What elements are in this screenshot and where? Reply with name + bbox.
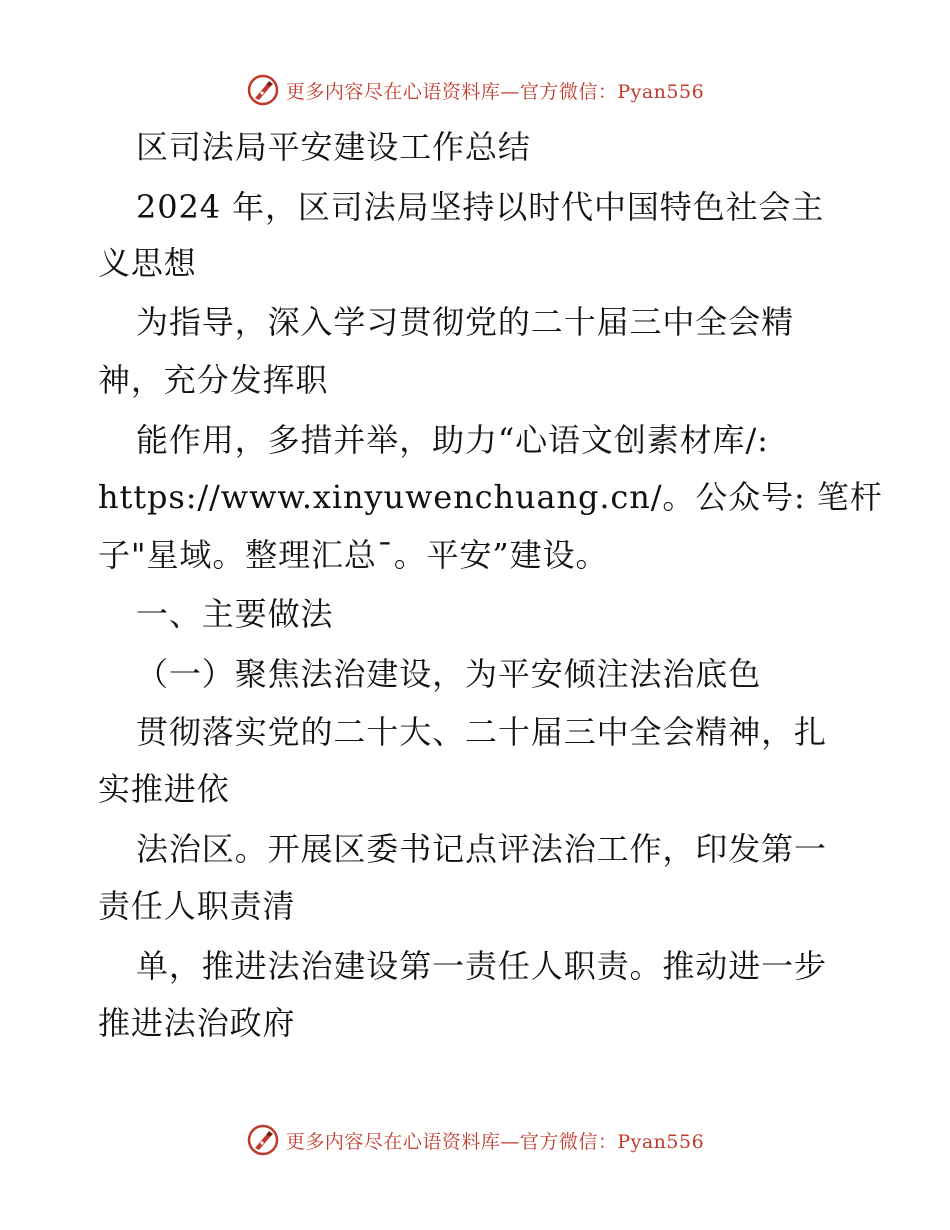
paragraph-line: 法治区。开展区委书记点评法治工作，印发第一	[136, 830, 827, 868]
banner-text: 更多内容尽在心语资料库—官方微信：Pyan556	[285, 80, 705, 103]
header-banner	[0, 70, 950, 110]
paragraph-line: 推进法治政府	[98, 1004, 296, 1042]
paragraph-line: 责任人职责清	[98, 887, 296, 925]
paragraph-line: 2024 年，区司法局坚持以时代中国特色社会主	[136, 188, 825, 226]
footer-banner	[0, 1120, 950, 1160]
paragraph-line: 神，充分发挥职	[98, 361, 329, 399]
banner-text: 更多内容尽在心语资料库—官方微信：Pyan556	[285, 1130, 705, 1153]
paragraph-line: 义思想	[98, 244, 197, 282]
paragraph-line: https://www.xinyuwenchuang.cn/。公众号: 笔杆	[98, 478, 883, 516]
paragraph-line: 单，推进法治建设第一责任人职责。推动进一步	[136, 947, 827, 985]
section-heading: 一、主要做法	[136, 595, 334, 633]
paragraph-line: 实推进依	[98, 770, 230, 808]
subsection-heading: （一）聚焦法治建设，为平安倾注法治底色	[136, 655, 762, 693]
pen-nib-logo-icon	[246, 73, 280, 107]
paragraph-line: 贯彻落实党的二十大、二十届三中全会精神，扎	[136, 713, 827, 751]
document-title: 区司法局平安建设工作总结	[136, 128, 531, 166]
paragraph-line: 为指导，深入学习贯彻党的二十届三中全会精	[136, 303, 795, 341]
paragraph-line: 子"星域。整理汇总¯。平安”建设。	[98, 536, 609, 574]
paragraph-line: 能作用，多措并举，助力“心语文创素材库/:	[136, 421, 769, 459]
pen-nib-logo-icon	[246, 1123, 280, 1157]
